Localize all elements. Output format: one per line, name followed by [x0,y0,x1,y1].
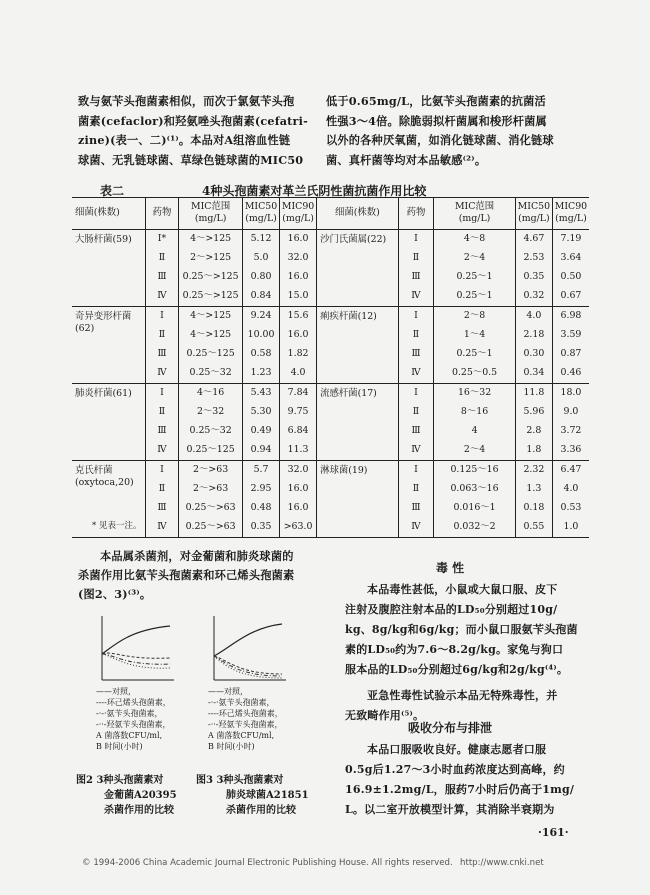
mic-range-cell: 16～32 [434,383,516,403]
mic90-cell: 15.0 [280,287,317,307]
mic90-cell: 0.50 [552,268,589,287]
table-footnote: * 见表一注。 [92,521,142,531]
mic90-cell: 16.0 [280,480,317,499]
drug-cell: Ⅱ [398,403,434,422]
drug-cell: Ⅳ [145,364,178,384]
organism-cell: 流感杆菌(17) [317,383,399,460]
legend-line: A 菌落数CFU/ml, [96,731,163,740]
mic90-cell: 3.59 [552,326,589,345]
mic50-cell: 2.8 [515,422,552,441]
header-drug: 药物 [145,198,178,230]
mic-range-cell: 0.25～>63 [179,499,243,518]
legend-line: ——对照， [96,687,136,696]
table-row [72,383,589,403]
page-number: ·161· [538,826,569,839]
mic50-cell: 0.35 [243,518,280,538]
mic90-cell: 3.72 [552,422,589,441]
drug-cell: Ⅳ [145,287,178,307]
text-line: 以外的各种厌氧菌，如消化链球菌、消化链球 [326,133,554,147]
table-row [72,229,589,249]
drug-cell: I [145,383,178,403]
header-drug: 药物 [398,198,434,230]
mic50-cell: 0.58 [243,345,280,364]
drug-cell: Ⅲ [398,422,434,441]
text-line: 服本品的LD₅₀分别超过6g/kg和2g/kg⁽⁴⁾。 [345,663,569,676]
mic90-cell: 16.0 [280,268,317,287]
mic-range-cell: 2～4 [434,249,516,268]
table-row [72,306,589,326]
mic-range-cell: 2～8 [434,306,516,326]
mic90-cell: 18.0 [552,383,589,403]
text-line: 杀菌作用比氨苄头孢菌素和环己烯头孢菌素 [78,568,295,582]
toxicity-paragraph [345,580,590,726]
drug-cell: Ⅳ [398,364,434,384]
text-line: zine)(表一、二)⁽¹⁾。本品对A组溶血性链 [78,133,291,147]
drug-cell: Ⅲ [398,345,434,364]
absorption-paragraph [345,740,590,820]
mic50-cell: 5.12 [243,229,280,249]
mic90-cell: 32.0 [280,249,317,268]
mic50-cell: 0.35 [515,268,552,287]
drug-cell: I [145,460,178,480]
intro-left-column [78,92,323,170]
mic-range-cell: 2～4 [434,441,516,461]
text-line: 素的LD₅₀约为7.6～8.2g/kg。家兔与狗口 [345,643,564,656]
mic90-cell: 9.75 [280,403,317,422]
text-line: 无致畸作用⁽⁵⁾。 [345,709,425,722]
mic90-cell: 0.53 [552,499,589,518]
mic-range-cell: 0.25～>125 [179,268,243,287]
drug-cell: I* [145,229,178,249]
mic50-cell: 5.43 [243,383,280,403]
mic90-cell: 4.0 [552,480,589,499]
mic50-cell: 5.7 [243,460,280,480]
text-line: 注射及腹腔注射本品的LD₅₀分别超过10g/ [345,603,558,616]
mic50-cell: 1.8 [515,441,552,461]
mic90-cell: 7.19 [552,229,589,249]
drug-cell: Ⅱ [398,249,434,268]
mic90-cell: 6.84 [280,422,317,441]
mic90-cell: 16.0 [280,326,317,345]
drug-cell: I [398,460,434,480]
drug-cell: Ⅲ [145,345,178,364]
mic50-cell: 4.0 [515,306,552,326]
mic-range-cell: 0.25～0.5 [434,364,516,384]
fig2-legend [96,686,176,752]
figure-2 [96,614,176,752]
mic50-cell: 5.30 [243,403,280,422]
mic50-cell: 4.67 [515,229,552,249]
mic-range-cell: 0.032～2 [434,518,516,538]
mic-range-cell: 4～>125 [179,306,243,326]
header-mic90: MIC90 (mg/L) [280,198,317,230]
mic-range-cell: 4～8 [434,229,516,249]
copyright-url[interactable]: http://www.cnki.net [460,858,544,868]
mic50-cell: 0.49 [243,422,280,441]
legend-line: -·-·氨苄头孢菌素， [96,709,163,718]
absorption-heading: 吸收分布与排泄 [407,721,492,735]
drug-cell: Ⅳ [398,287,434,307]
table-label: 表二 [100,184,125,198]
mic90-cell: 1.0 [552,518,589,538]
drug-cell: Ⅱ [145,249,178,268]
mic90-cell: 11.3 [280,441,317,461]
drug-cell: Ⅲ [145,268,178,287]
legend-line: -··-羟氨苄头孢菌素， [208,720,283,729]
drug-cell: Ⅳ [398,518,434,538]
organism-cell: 痢疾杆菌(12) [317,306,399,383]
drug-cell: Ⅲ [145,499,178,518]
mic-range-cell: 0.25～>63 [179,518,243,538]
legend-line: -·-·氨苄头孢菌素， [208,698,275,707]
mic50-cell: 0.94 [243,441,280,461]
mic50-cell: 5.0 [243,249,280,268]
organism-cell: 克氏杆菌(oxytoca,20) [72,460,145,537]
text-line: 致与氨苄头孢菌素相似，而次于氯氨苄头孢 [78,94,295,108]
table-title: 4种头孢菌素对革兰氏阴性菌抗菌作用比较 [202,184,427,198]
drug-cell: Ⅳ [145,441,178,461]
mic-range-cell: 4～>125 [179,326,243,345]
mic-range-cell: 0.25～>125 [179,287,243,307]
mic90-cell: 6.98 [552,306,589,326]
mic-range-cell: 0.25～125 [179,345,243,364]
mic-table [72,197,589,538]
mic-range-cell: 0.25～32 [179,364,243,384]
text-line: 本品属杀菌剂，对金葡菌和肺炎球菌的 [100,549,294,563]
drug-cell: Ⅳ [398,441,434,461]
legend-line: ——对照， [208,687,248,696]
legend-line: -··-羟氨苄头孢菌素， [96,720,171,729]
mic-range-cell: 0.25～32 [179,422,243,441]
drug-cell: Ⅱ [398,326,434,345]
legend-line: B 时间(小时) [208,742,255,751]
mic50-cell: 5.96 [515,403,552,422]
mic50-cell: 0.30 [515,345,552,364]
table-header-row [72,198,589,230]
mic90-cell: 0.87 [552,345,589,364]
organism-cell: 淋球菌(19) [317,460,399,537]
mic90-cell: 0.67 [552,287,589,307]
legend-line: B 时间(小时) [96,742,143,751]
mic90-cell: 3.36 [552,441,589,461]
header-organism: 细菌(株数) [72,198,145,230]
drug-cell: I [145,306,178,326]
mic90-cell: 7.84 [280,383,317,403]
mic-range-cell: 1～4 [434,326,516,345]
figure-3 [208,614,288,752]
mic90-cell: 9.0 [552,403,589,422]
bactericidal-paragraph [78,547,328,604]
text-line: L。以二室开放模型计算，其消除半衰期为 [345,803,555,816]
mic-range-cell: 2～32 [179,403,243,422]
mic90-cell: 0.46 [552,364,589,384]
mic-range-cell: 0.25～1 [434,268,516,287]
mic50-cell: 2.32 [515,460,552,480]
mic50-cell: 9.24 [243,306,280,326]
mic50-cell: 0.34 [515,364,552,384]
mic50-cell: 0.32 [515,287,552,307]
mic50-cell: 0.55 [515,518,552,538]
fig2-plot [96,614,176,684]
organism-cell: 奇异变形杆菌(62) [72,306,145,383]
fig3-legend [208,686,288,752]
mic-range-cell: 0.063～16 [434,480,516,499]
header-mic50: MIC50 (mg/L) [515,198,552,230]
text-line: 低于0.65mg/L，比氨苄头孢菌素的抗菌活 [326,94,546,108]
mic-range-cell: 4～16 [179,383,243,403]
mic-range-cell: 2～>63 [179,480,243,499]
mic50-cell: 2.95 [243,480,280,499]
mic-range-cell: 0.25～125 [179,441,243,461]
mic90-cell: 16.0 [280,229,317,249]
header-mic-range: MIC范围 (mg/L) [434,198,516,230]
intro-right-column [326,92,571,170]
header-organism: 细菌(株数) [317,198,399,230]
drug-cell: Ⅱ [145,326,178,345]
drug-cell: Ⅲ [398,268,434,287]
mic-range-cell: 8～16 [434,403,516,422]
text-line: 本品毒性甚低，小鼠或大鼠口服、皮下 [367,583,558,596]
drug-cell: I [398,306,434,326]
mic90-cell: 3.64 [552,249,589,268]
drug-cell: Ⅲ [145,422,178,441]
mic-range-cell: 4 [434,422,516,441]
text-line: 本品口服吸收良好。健康志愿者口服 [367,743,547,756]
mic-range-cell: 0.25～1 [434,287,516,307]
organism-cell: 沙门氏菌属(22) [317,229,399,306]
mic-range-cell: 0.016～1 [434,499,516,518]
text-line: 菌、真杆菌等均对本品敏感⁽²⁾。 [326,152,487,167]
mic50-cell: 1.23 [243,364,280,384]
text-line: (图2、3)⁽³⁾。 [78,587,152,601]
mic50-cell: 0.84 [243,287,280,307]
text-line: kg、8g/kg和6g/kg；而小鼠口服氨苄头孢菌 [345,623,578,636]
mic90-cell: >63.0 [280,518,317,538]
legend-line: A 菌落数CFU/ml, [208,731,275,740]
fig3-plot [208,614,288,684]
mic-range-cell: 0.25～1 [434,345,516,364]
drug-cell: I [398,383,434,403]
text-line: 球菌、无乳链球菌、草绿色链球菌的MIC50 [78,152,304,167]
mic90-cell: 6.47 [552,460,589,480]
mic-range-cell: 2～>63 [179,460,243,480]
mic90-cell: 32.0 [280,460,317,480]
mic-range-cell: 4～>125 [179,229,243,249]
mic50-cell: 0.18 [515,499,552,518]
mic90-cell: 15.6 [280,306,317,326]
text-line: 菌素(cefaclor)和羟氨唑头孢菌素(cefatri- [78,113,308,128]
text-line: 16.9±1.2mg/L，服药7小时后仍高于1mg/ [345,783,575,796]
legend-line: ----环己烯头孢菌素， [208,709,283,718]
drug-cell: Ⅱ [145,480,178,499]
header-mic50: MIC50 (mg/L) [243,198,280,230]
mic50-cell: 2.53 [515,249,552,268]
organism-cell: 大肠杆菌(59) [75,233,132,245]
fig3-caption: 图3 3种头孢菌素对 肺炎球菌A21851 杀菌作用的比较 [196,775,309,816]
mic50-cell: 1.3 [515,480,552,499]
copyright-text: © 1994-2006 China Academic Journal Electronic Publishing House. All rights reserved. [82,858,453,868]
legend-line: ----环己烯头孢菌素， [96,698,171,707]
drug-cell: Ⅱ [398,480,434,499]
text-line: 0.5g后1.27～3小时血药浓度达到高峰，约 [345,763,565,776]
mic50-cell: 11.8 [515,383,552,403]
mic-range-cell: 0.125～16 [434,460,516,480]
text-line: 性强3～4倍。除脆弱拟杆菌属和梭形杆菌属 [326,113,547,128]
mic90-cell: 1.82 [280,345,317,364]
mic90-cell: 16.0 [280,499,317,518]
mic50-cell: 0.80 [243,268,280,287]
organism-cell: 肺炎杆菌(61) [72,383,145,460]
header-mic90: MIC90 (mg/L) [552,198,589,230]
header-mic-range: MIC范围 (mg/L) [179,198,243,230]
mic50-cell: 0.48 [243,499,280,518]
drug-cell: Ⅳ [145,518,178,538]
drug-cell: I [398,229,434,249]
drug-cell: Ⅲ [398,499,434,518]
text-line: 亚急性毒性试验示本品无特殊毒性，并 [367,689,558,702]
mic-range-cell: 2～>125 [179,249,243,268]
toxicity-heading: 毒 性 [435,561,465,575]
drug-cell: Ⅱ [145,403,178,422]
fig2-caption: 图2 3种头孢菌素对 金葡菌A20395 杀菌作用的比较 [76,775,177,816]
mic90-cell: 4.0 [280,364,317,384]
table-row [72,460,589,480]
mic50-cell: 10.00 [243,326,280,345]
mic50-cell: 2.18 [515,326,552,345]
